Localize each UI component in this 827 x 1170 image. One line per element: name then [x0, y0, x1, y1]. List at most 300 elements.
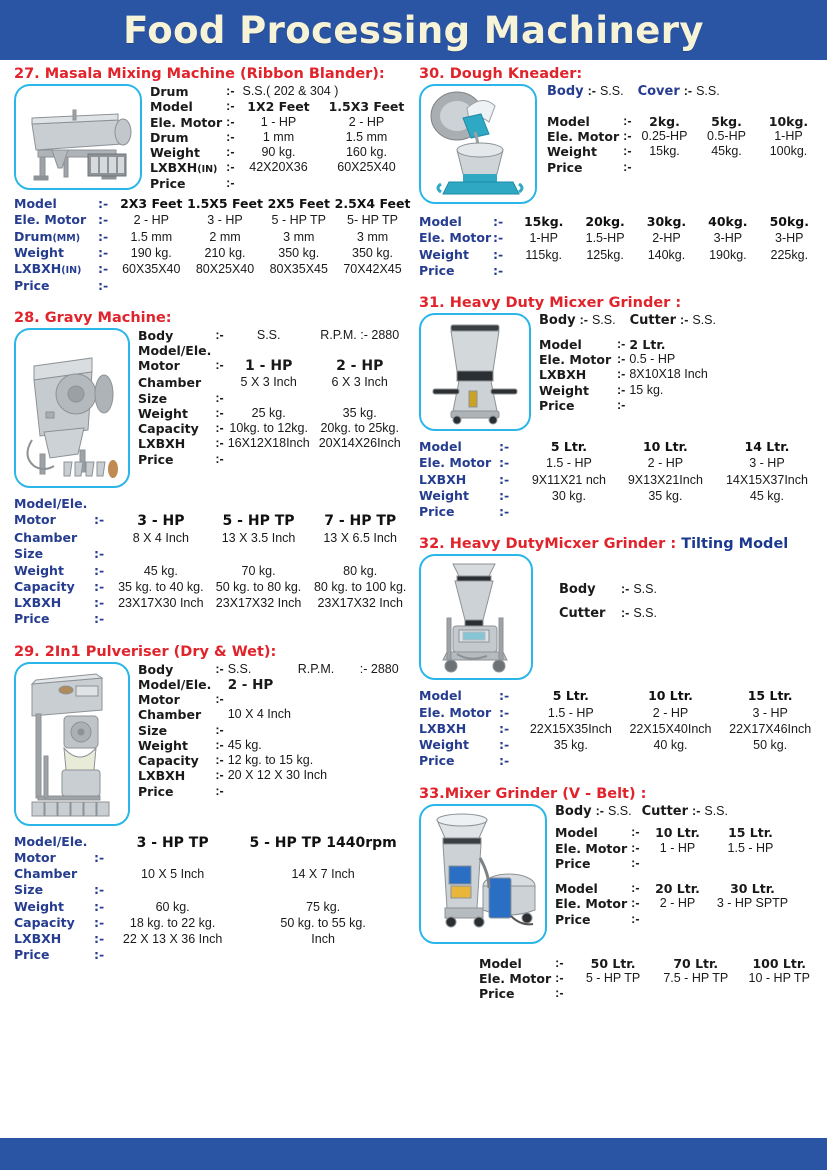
value: 50 kg.: [753, 738, 788, 752]
body-label: Body: [138, 661, 174, 677]
value: 115kg.: [525, 247, 562, 262]
colon: :-: [215, 451, 224, 466]
body-value: S.S.: [599, 84, 624, 98]
body-value: S.S.: [591, 313, 616, 327]
value: 6 X 3 Inch: [331, 375, 388, 390]
section-33-mid-table: [553, 881, 791, 927]
label: Price: [150, 175, 186, 191]
section-30-materials: [545, 84, 722, 100]
label: Ele. Motor: [150, 114, 223, 130]
value: 23X17X30 Inch: [118, 596, 204, 611]
colon: :-: [215, 405, 224, 420]
value: 100kg.: [769, 144, 808, 159]
colon: :-: [226, 160, 235, 175]
label: Drum: [150, 129, 189, 145]
colon: :-: [617, 397, 626, 412]
rpm-value: 2880: [371, 327, 400, 342]
model-value: 2 Ltr.: [629, 336, 666, 352]
value: 16X12X18Inch: [227, 436, 310, 451]
colon: :-: [621, 582, 630, 597]
label: Weight: [14, 898, 64, 914]
value: 50 kg. to 55 kg.: [280, 915, 366, 930]
section-29-title: 2In1 Pulveriser (Dry & Wet):: [44, 643, 277, 660]
label: Chamber: [138, 707, 202, 723]
colon: :-: [94, 898, 105, 914]
value: 45 kg.: [227, 737, 262, 752]
colon: :-: [94, 512, 105, 528]
section-29-top-table: [136, 662, 406, 799]
value: 45 kg.: [143, 563, 178, 578]
label: LXBXH: [419, 471, 467, 487]
value: [210, 611, 308, 627]
value: 23X17X32 Inch: [317, 596, 403, 611]
colon: :-: [499, 737, 510, 752]
colon: :-: [226, 84, 235, 98]
colon: :-: [215, 436, 224, 451]
pulveriser-photo: [14, 662, 130, 826]
label: Model: [555, 881, 598, 897]
value: 22 X 13 X 36 Inch: [122, 932, 223, 947]
value: [118, 278, 185, 294]
section-33-materials: [553, 804, 730, 820]
label: Motor: [138, 692, 180, 708]
unit: (MM): [52, 232, 81, 244]
colon: :-: [215, 768, 224, 783]
value: 5 X 3 Inch: [240, 375, 297, 390]
value: 80X35X45: [269, 262, 328, 277]
model-col-4: 2.5X4 Feet: [334, 196, 411, 212]
label: Size: [14, 546, 44, 562]
section-32: [419, 536, 820, 769]
value: 210 kg.: [204, 245, 246, 260]
label: Chamber: [14, 866, 78, 882]
section-30-bottom-table: [419, 214, 820, 279]
colon: :-: [631, 911, 640, 926]
colon: :-: [617, 336, 626, 351]
value: [112, 947, 233, 963]
colon: :-: [499, 753, 510, 769]
colon: :-: [215, 661, 224, 676]
label: Price: [419, 262, 455, 278]
colon: :-: [623, 144, 632, 159]
colon: :-: [215, 737, 224, 752]
value: [233, 947, 413, 963]
section-30-title: Dough Kneader:: [449, 66, 583, 82]
value: [312, 452, 408, 467]
value: 15 kg.: [629, 382, 664, 397]
label: Model/Ele.: [14, 495, 88, 511]
value: 5- HP TP: [347, 213, 398, 228]
value: 70X42X45: [343, 262, 402, 277]
colon: :-: [579, 313, 588, 327]
unit: (IN): [61, 265, 82, 277]
label: Weight: [419, 487, 469, 503]
value: 1 - HP: [260, 114, 297, 129]
colon: :-: [621, 605, 630, 620]
colon: :-: [215, 421, 224, 436]
label: Price: [138, 783, 174, 799]
value: [627, 398, 710, 413]
section-29-heading: [14, 644, 413, 660]
value: [513, 263, 574, 279]
label: Chamber: [14, 530, 78, 546]
section-28-number: 28.: [14, 309, 40, 326]
label: Price: [547, 159, 583, 175]
value: 35 kg.: [553, 738, 588, 752]
section-31: [419, 295, 820, 520]
value: [320, 176, 412, 191]
label: Price: [539, 397, 575, 413]
colon: :-: [631, 840, 640, 855]
section-28-title: Gravy Machine:: [44, 309, 172, 326]
value: 60X35X40: [122, 262, 181, 277]
label: [14, 261, 98, 277]
colon: :-: [499, 688, 510, 704]
tilting-mixer-grinder-photo: [419, 554, 533, 680]
label: Motor: [14, 849, 56, 865]
label: Ele. Motor: [555, 840, 628, 856]
label: Weight: [539, 382, 589, 398]
value: 3-HP: [713, 231, 743, 246]
colon: :-: [94, 595, 105, 611]
value: 5 - HP TP: [271, 213, 326, 228]
label: LXBXH: [539, 367, 587, 383]
value: 10 X 5 Inch: [141, 867, 205, 882]
colon: :-: [94, 914, 105, 930]
right-column: [413, 66, 820, 1001]
colon: :-: [215, 722, 224, 737]
section-32-materials: [557, 578, 659, 625]
value: 70 kg.: [241, 563, 276, 578]
label: Model/Ele.: [14, 833, 88, 849]
section-32-number: 32.: [419, 536, 445, 553]
section-27-heading: [14, 66, 413, 82]
value: 2 - HP: [348, 114, 385, 129]
colon: :-: [493, 246, 504, 262]
colon: :-: [683, 84, 693, 98]
model-col-3: 10kg.: [768, 113, 809, 129]
value: [265, 278, 332, 294]
section-33-bottom-table: [477, 956, 820, 1002]
colon: :-: [555, 955, 564, 970]
colon: :-: [226, 114, 235, 129]
value: 2 mm: [209, 229, 241, 244]
label-text: LXBXH: [150, 160, 198, 176]
body-label: Body: [539, 313, 576, 328]
label: Motor: [138, 358, 180, 374]
model-col-1: 3 - HP TP: [136, 834, 209, 851]
model-col-1: 2 - HP: [227, 676, 274, 693]
colon: :-: [215, 753, 224, 768]
page-banner: [0, 0, 827, 60]
body-value: S.S.: [227, 661, 252, 676]
cover-label: Cover: [637, 84, 680, 99]
colon: :-: [617, 352, 626, 367]
value: 10 - HP TP: [748, 970, 810, 985]
label: Weight: [138, 405, 188, 421]
section-33-heading: [419, 786, 820, 802]
colon: :-: [94, 546, 105, 562]
model-col-1: 20 Ltr.: [655, 881, 700, 897]
value: 50 kg. to 80 kg.: [215, 579, 302, 594]
label: LXBXH: [14, 595, 62, 611]
section-32-heading: [419, 536, 820, 552]
label: Weight: [419, 737, 469, 752]
page-footer-bar: [0, 1138, 827, 1170]
colon: :-: [215, 390, 224, 405]
section-27: [14, 66, 413, 294]
body-label: Body: [559, 582, 596, 598]
ribbon-blender-photo: [14, 84, 142, 190]
value: 2-HP: [652, 231, 681, 246]
value: 12 kg. to 15 kg.: [227, 753, 314, 768]
value: 22X15X40Inch: [629, 721, 712, 736]
model-col-1: 3 - HP: [137, 513, 185, 530]
colon: :-: [359, 661, 368, 676]
model-col-2: 5 - HP TP: [222, 513, 295, 530]
body-value: S.S.: [607, 803, 632, 818]
colon: :-: [493, 214, 504, 229]
value: 14X15X37Inch: [725, 472, 808, 487]
colon: :-: [215, 358, 224, 373]
value: 45 kg.: [749, 488, 784, 503]
value: 35 kg. to 40 kg.: [118, 579, 204, 594]
label: Model/Ele.: [138, 343, 212, 359]
value: 9X11X21 nch: [531, 472, 606, 487]
value: 42X20X36: [249, 160, 308, 175]
label: Price: [555, 911, 591, 927]
colon: :-: [360, 327, 368, 342]
section-33-title: Mixer Grinder (V - Belt) :: [444, 785, 647, 802]
colon: :-: [94, 562, 105, 578]
value: 80 kg.: [343, 563, 378, 578]
section-31-top-table: [537, 337, 710, 413]
label: [148, 160, 224, 176]
colon: :-: [499, 704, 510, 720]
value: [236, 176, 320, 191]
colon: :-: [499, 487, 510, 503]
drum-material: S.S.( 202 & 304 ): [242, 84, 339, 98]
label-text: LXBXH: [14, 261, 62, 277]
value: 9X13X21Inch: [627, 472, 703, 487]
cutter-value: S.S.: [692, 313, 716, 327]
colon: :-: [94, 611, 105, 627]
colon: :-: [555, 970, 564, 985]
value: 22X17X46Inch: [729, 721, 812, 736]
value: 0.5 - HP: [629, 352, 676, 367]
colon: :-: [98, 196, 109, 212]
label: Ele. Motor: [419, 455, 492, 471]
body-label: Body: [547, 84, 584, 99]
body-value: S.S.: [633, 582, 657, 597]
model-col-1: 1X2 Feet: [247, 99, 310, 115]
colon: :-: [226, 99, 235, 114]
label: Ele. Motor: [419, 704, 492, 720]
model-col-3: 2X5 Feet: [267, 196, 330, 212]
section-29-number: 29.: [14, 643, 40, 660]
colon: :-: [555, 986, 564, 1000]
value: 2 - HP: [652, 705, 689, 720]
colon: :-: [493, 230, 504, 246]
value: [641, 856, 713, 871]
colon: :-: [692, 803, 701, 818]
unit: (IN): [197, 164, 218, 176]
value: 1-HP: [774, 129, 803, 144]
section-27-top-table: [148, 84, 412, 191]
value: [307, 611, 413, 627]
value: 1.5 - HP: [546, 456, 592, 471]
value: 20kg. to 25kg.: [320, 421, 399, 436]
gravy-machine-photo: [14, 328, 130, 488]
model-col-1: 50 Ltr.: [590, 955, 636, 971]
colon: :-: [94, 947, 105, 963]
model-col-2: 70 Ltr.: [673, 955, 719, 971]
colon: :-: [215, 327, 224, 342]
label: Capacity: [14, 914, 75, 930]
label: LXBXH: [419, 720, 467, 736]
colon: :-: [499, 504, 510, 519]
value: 1.5 mm: [345, 129, 388, 144]
colon: :-: [94, 882, 105, 898]
label: LXBXH: [138, 436, 186, 452]
value: 0.5-HP: [707, 129, 746, 144]
body-label: Body: [138, 327, 174, 343]
value: 5 - HP TP: [585, 970, 641, 985]
label: Model: [14, 196, 57, 212]
model-col-1: 2X3 Feet: [120, 196, 183, 212]
label: Weight: [138, 737, 188, 753]
section-27-number: 27.: [14, 66, 40, 82]
model-col-3: 30kg.: [646, 214, 687, 229]
label: Ele. Motor: [547, 129, 620, 145]
label: Size: [14, 882, 44, 898]
value: 350 kg.: [352, 245, 394, 260]
value: [641, 912, 713, 927]
value: 23X17X32 Inch: [215, 596, 302, 611]
value: 3-HP: [775, 231, 804, 246]
section-28: [14, 310, 413, 628]
model-col-2: 1.5X3 Feet: [328, 99, 405, 115]
body-value: S.S.: [256, 327, 281, 342]
section-33: [419, 786, 820, 1002]
label: Ele. Motor: [14, 212, 87, 228]
model-col-3: 14 Ltr.: [744, 439, 790, 454]
colon: :-: [226, 129, 235, 144]
model-col-3: 100 Ltr.: [752, 955, 806, 971]
value: 75 kg.: [306, 899, 341, 914]
colon: :-: [623, 113, 632, 128]
label: Capacity: [14, 578, 75, 594]
section-31-heading: [419, 295, 820, 311]
value: 1 mm: [262, 129, 295, 144]
label-text: Drum: [14, 228, 53, 244]
section-29-bottom-table: [14, 834, 413, 964]
value: 1.5 mm: [130, 229, 173, 244]
label: Ele. Motor: [539, 352, 612, 368]
value: [332, 278, 413, 294]
value: 10 X 4 Inch: [227, 707, 291, 722]
label: Model: [555, 825, 598, 841]
rpm-value: 2880: [370, 661, 399, 676]
colon: :-: [631, 825, 640, 840]
section-32-title: Heavy DutyMicxer Grinder :: [449, 536, 682, 553]
value: 20X14X26Inch: [318, 436, 401, 451]
rpm-label: R.P.M.: [320, 327, 357, 342]
label: Size: [138, 722, 168, 738]
value: [573, 986, 653, 1001]
value: 7.5 - HP TP: [663, 970, 729, 985]
cutter-value: S.S.: [704, 803, 728, 818]
value: 40 kg.: [653, 738, 688, 752]
section-31-bottom-table: [419, 439, 820, 520]
value: 60 kg.: [155, 899, 190, 914]
value: 225kg.: [770, 247, 809, 262]
colon: :-: [499, 439, 510, 454]
model-col-4: 40kg.: [708, 214, 748, 229]
label: Model: [419, 439, 462, 454]
colon: :-: [617, 367, 626, 382]
page-title: Food Processing Machinery: [123, 8, 704, 52]
v-belt-mixer-grinder-photo: [419, 804, 547, 944]
label: Ele. Motor: [479, 970, 552, 986]
colon: :-: [595, 803, 604, 818]
value: [112, 611, 210, 627]
section-30: [419, 66, 820, 279]
label: Price: [138, 451, 174, 467]
left-column: [6, 66, 413, 1001]
value: 125kg.: [586, 247, 624, 262]
model-col-1: 15kg.: [523, 214, 564, 229]
colon: :-: [94, 578, 105, 594]
value: 60X25X40: [337, 160, 396, 175]
value: 90 kg.: [261, 145, 296, 159]
label: Drum: [150, 84, 189, 99]
dough-kneader-photo: [419, 84, 537, 204]
content-columns: [0, 60, 827, 1001]
value: [633, 160, 695, 175]
model-col-2: 10 Ltr.: [648, 688, 693, 704]
section-27-title: Masala Mixing Machine (Ribbon Blander):: [44, 66, 385, 82]
label: Model: [479, 955, 522, 971]
label: Weight: [419, 246, 469, 262]
value: 190 kg.: [130, 245, 172, 260]
label: Model: [419, 688, 462, 704]
label: Capacity: [138, 421, 199, 437]
label: Price: [14, 277, 50, 293]
value: 30 kg.: [551, 488, 586, 503]
section-30-top-table: [545, 114, 819, 175]
value: 140kg.: [647, 247, 686, 262]
value: Inch: [311, 932, 335, 947]
label: [14, 229, 98, 245]
colon: :-: [499, 471, 510, 487]
section-31-materials: [537, 313, 718, 329]
value: 1.5 - HP: [547, 705, 594, 720]
section-27-bottom-table: [14, 196, 413, 294]
model-col-1: 1 - HP: [245, 358, 293, 375]
rpm-label: R.P.M.: [297, 661, 335, 676]
value: 1.5 - HP: [727, 840, 774, 855]
colon: :-: [98, 261, 109, 277]
value: 25 kg.: [251, 405, 286, 420]
label: Weight: [14, 562, 64, 578]
mixer-grinder-photo: [419, 313, 531, 431]
value: 1.5-HP: [585, 231, 625, 246]
colon: :-: [680, 313, 689, 327]
section-33-top-table: [553, 825, 787, 871]
section-32-bottom-table: [419, 688, 820, 769]
colon: :-: [215, 783, 224, 798]
